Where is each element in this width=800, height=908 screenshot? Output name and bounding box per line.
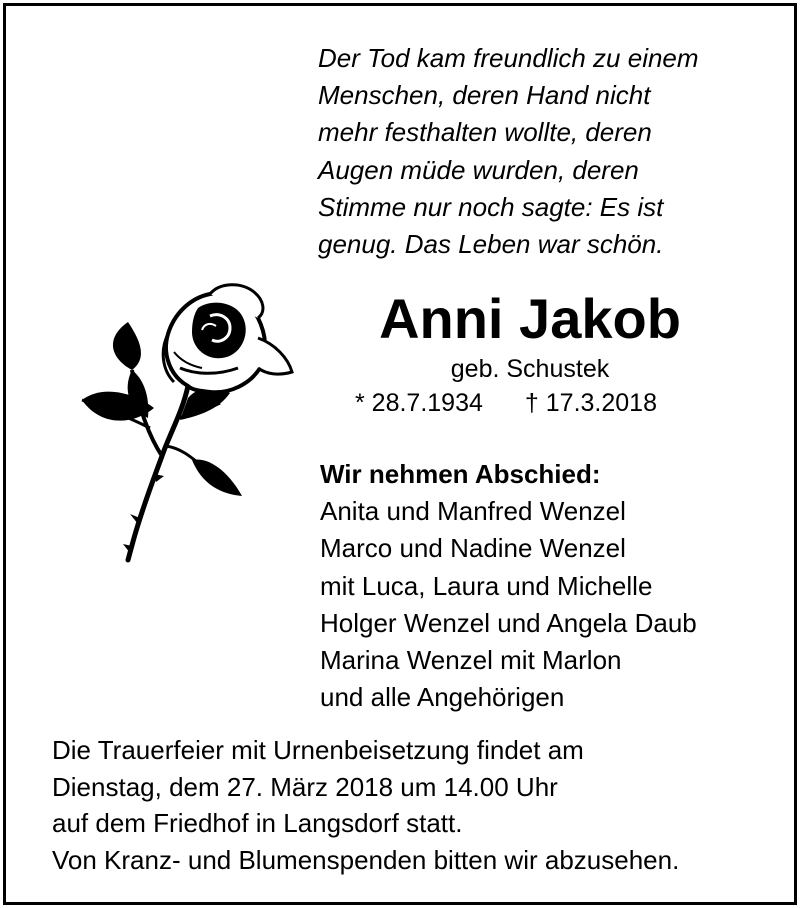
mourner-entry: Anita und Manfred Wenzel [320, 496, 626, 527]
mourner-entry: Marina Wenzel mit Marlon [320, 645, 622, 676]
life-dates [355, 387, 657, 419]
notice-line: auf dem Friedhof in Langsdorf statt. [52, 808, 463, 838]
death-date: † 17.3.2018 [524, 389, 657, 417]
rose-illustration-icon [70, 278, 310, 568]
notice-line: Die Trauerfeier mit Urnenbeisetzung findet am [52, 735, 584, 765]
mourners-heading: Wir nehmen Abschied: [320, 459, 601, 489]
deceased-name: Anni Jakob [379, 287, 681, 350]
poem-line: Stimme nur noch sagte: Es ist [318, 191, 664, 222]
poem-line: genug. Das Leben war schön. [318, 229, 664, 260]
mourner-entry: mit Luca, Laura und Michelle [320, 570, 653, 601]
poem-line: Menschen, deren Hand nicht [318, 80, 651, 111]
notice-line: Dienstag, dem 27. März 2018 um 14.00 Uhr [52, 771, 558, 802]
notice-line: Von Kranz- und Blumenspenden bitten wir abzusehen. [52, 844, 680, 875]
birth-date: * 28.7.1934 [355, 389, 483, 417]
rose-bud-center [192, 303, 246, 359]
birth-name: geb. Schustek [450, 355, 610, 383]
poem-line: Augen müde wurden, deren [318, 154, 639, 185]
funeral-notice [52, 732, 679, 878]
rose-leaf [192, 459, 242, 496]
rose-petal [258, 338, 292, 374]
poem-line: Der Tod kam freundlich zu einem [318, 43, 699, 73]
mourner-entry: und alle Angehörigen [320, 682, 565, 713]
mourner-entry: Marco und Nadine Wenzel [320, 533, 626, 564]
mourners-list [320, 456, 697, 716]
poem-line: mehr festhalten wollte, deren [318, 117, 652, 148]
poem [318, 40, 778, 263]
rose-leaf [113, 322, 141, 370]
mourner-entry: Holger Wenzel und Angela Daub [320, 607, 697, 638]
